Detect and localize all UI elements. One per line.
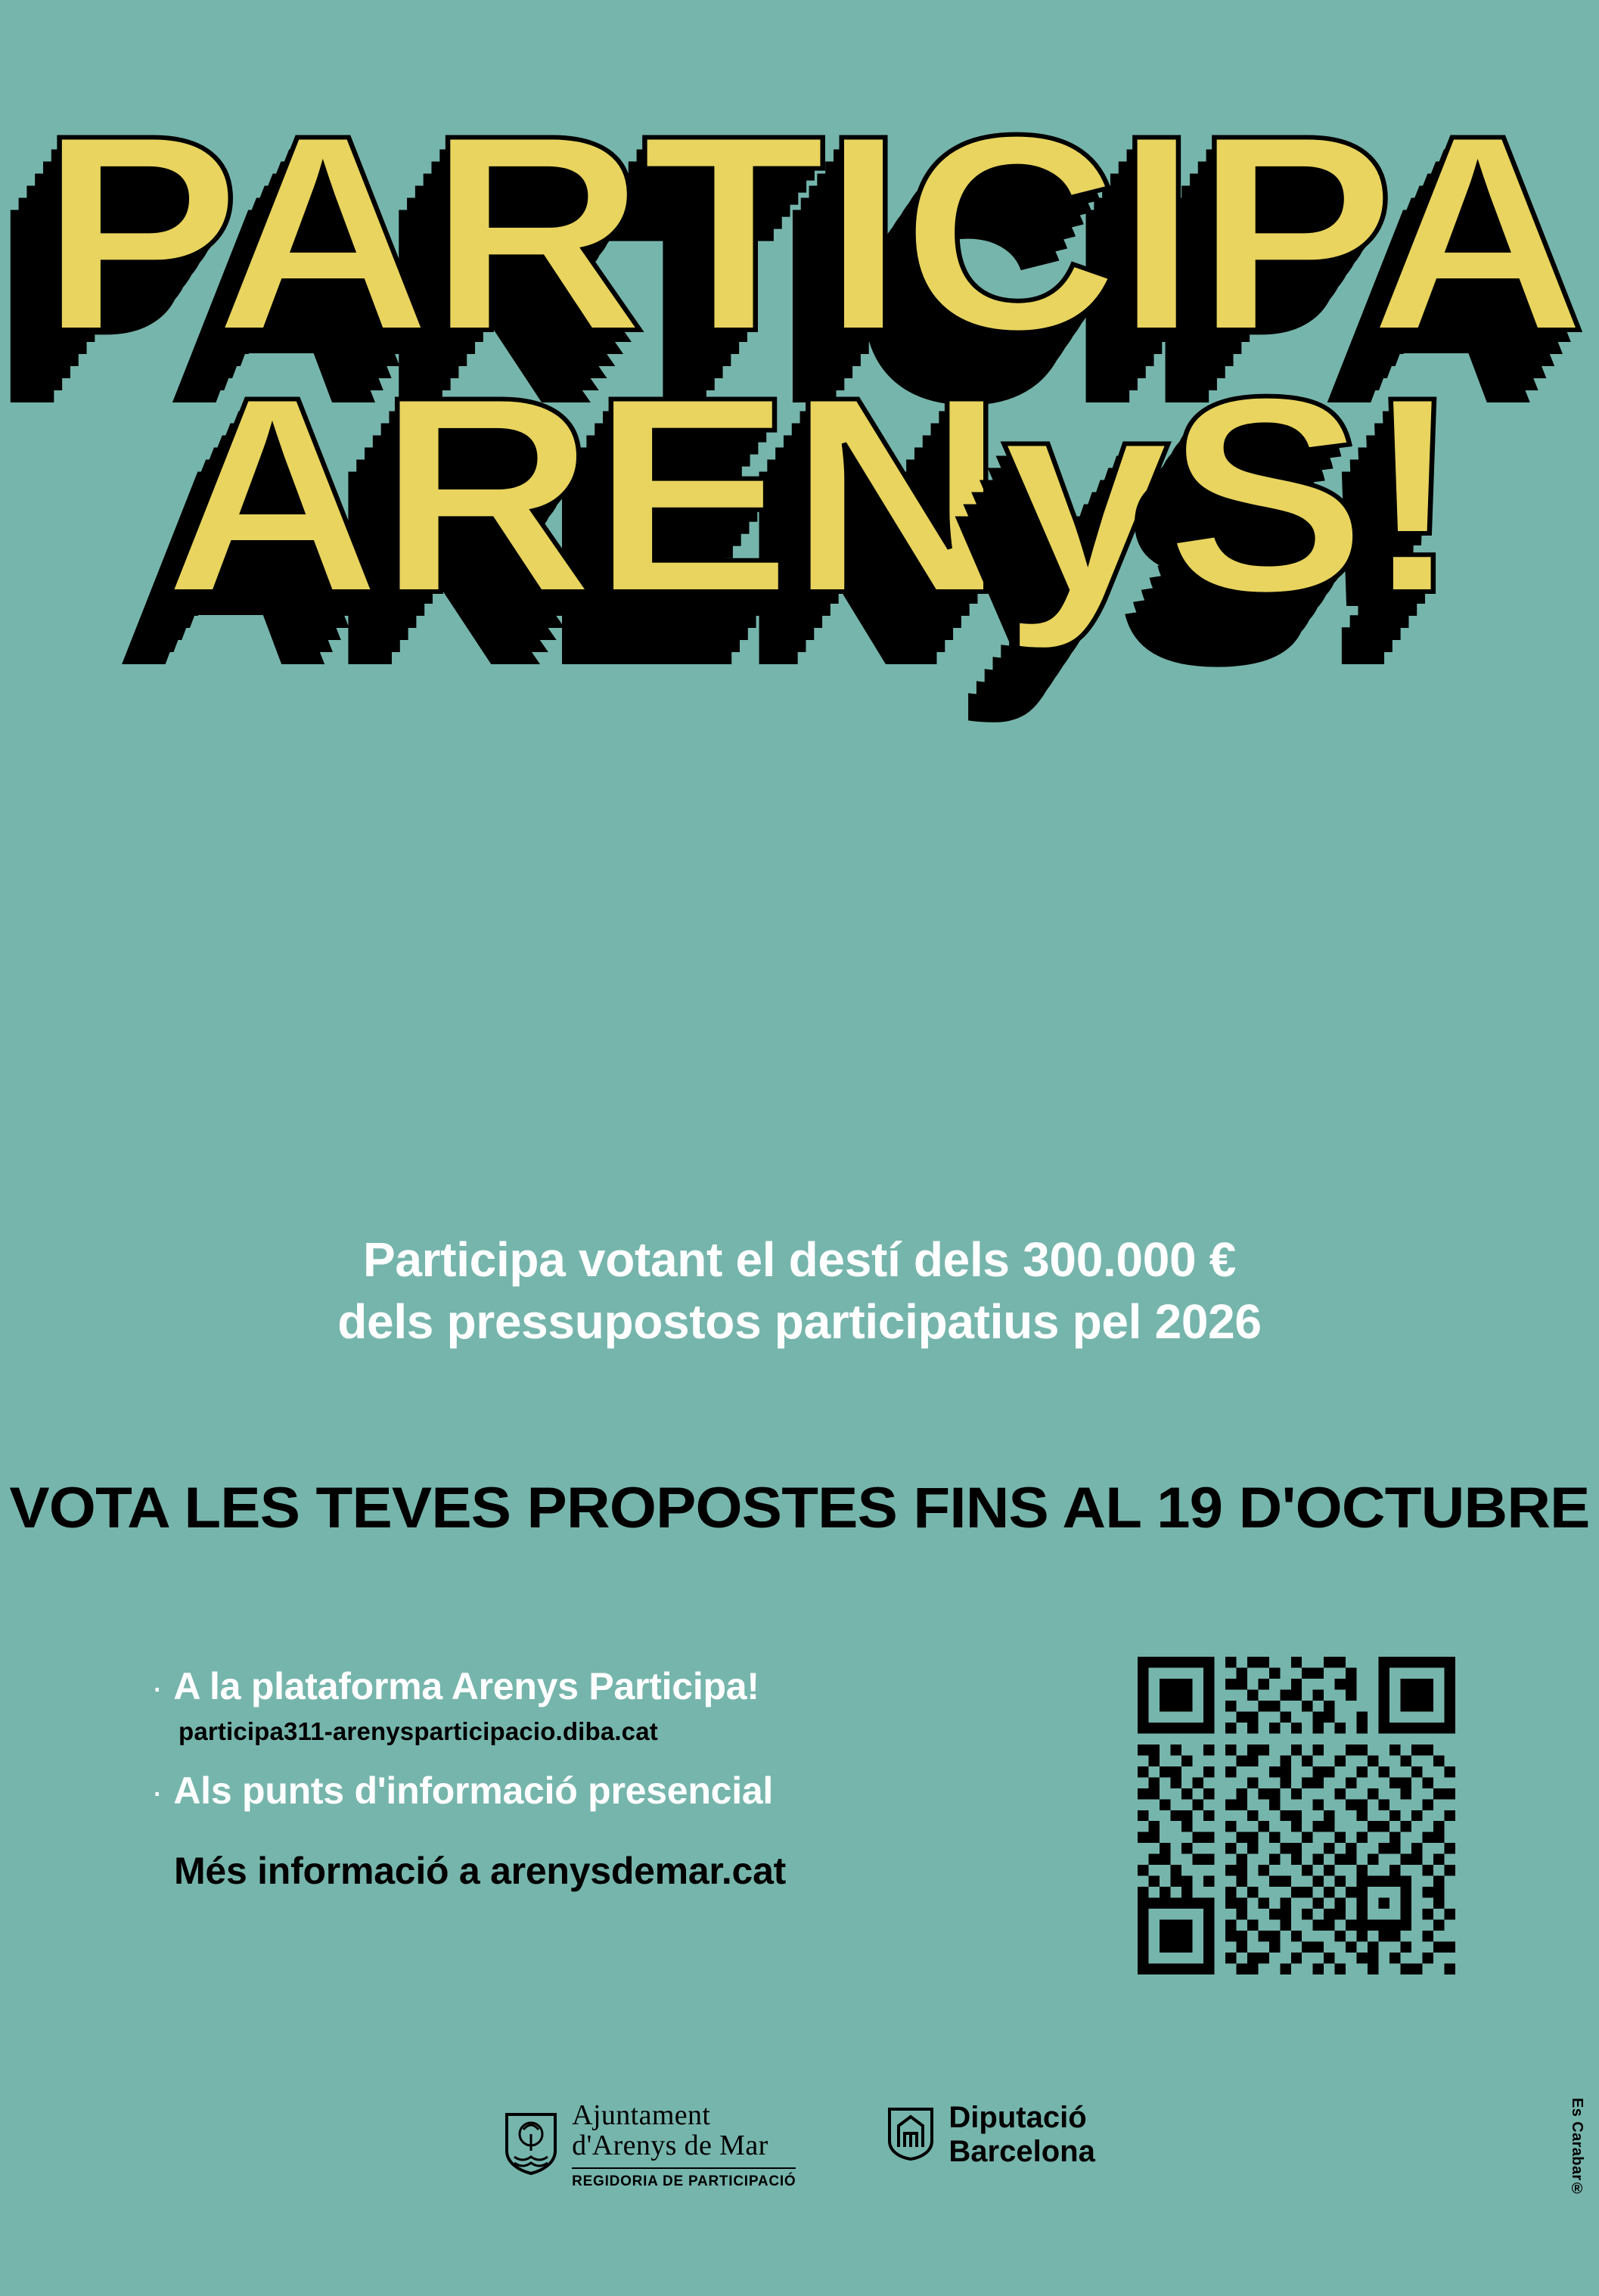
bullet-list: [151, 1657, 786, 1893]
bullet-dot-icon: ·: [151, 1772, 163, 1811]
headline-line-2-tail: S!: [1165, 339, 1459, 652]
designer-credit: Es Carabar®: [1569, 2097, 1585, 2198]
poster-call-to-action: VOTA LES TEVES PROPOSTES FINS AL 19 D'OCTUBRE: [9, 1476, 1590, 1540]
footer-logos: [0, 2101, 1599, 2190]
platform-url[interactable]: participa311-arenysparticipacio.diba.cat: [179, 1717, 658, 1745]
logo-line-2: d'Arenys de Mar: [572, 2130, 768, 2162]
headline-line-2-upper: AREN: [163, 339, 1002, 652]
logo-line-1: Diputació: [949, 2101, 1087, 2135]
diba-crest-icon: [886, 2106, 935, 2164]
logo-ajuntament-arenys-de-mar: [504, 2101, 796, 2190]
logo-line-2: Barcelona: [949, 2135, 1095, 2169]
headline-line-2-lower: y: [1001, 339, 1166, 652]
list-item: [151, 1769, 786, 1813]
bullet-dot-icon: ·: [151, 1667, 163, 1707]
logo-diputacio-barcelona: [886, 2101, 1094, 2169]
headline-line-1: PARTICIPA: [39, 77, 1583, 390]
subtitle-line-2: dels pressupostos participatius pel 2026: [337, 1294, 1262, 1349]
more-info-line[interactable]: Més informació a arenysdemar.cat: [174, 1850, 787, 1892]
poster-info-area: [151, 1657, 1486, 1974]
bullet-text-inperson: Als punts d'informació presencial: [173, 1769, 774, 1812]
headline-line-2: [0, 339, 1599, 652]
tree-shield-crest-icon: [504, 2111, 558, 2180]
logo-text-diputacio: [949, 2101, 1094, 2169]
logo-line-1: Ajuntament: [572, 2099, 711, 2132]
poster-subtitle: [0, 1229, 1599, 1353]
bullet-text-platform: A la plataforma Arenys Participa!: [173, 1665, 759, 1707]
poster-headline: [0, 77, 1599, 652]
logo-text-ajuntament: [572, 2101, 796, 2190]
list-item: [151, 1664, 786, 1708]
qr-code-icon[interactable]: [1138, 1657, 1455, 1974]
subtitle-line-1: Participa votant el destí dels 300.000 €: [363, 1232, 1236, 1287]
logo-line-3: REGIDORIA DE PARTICIPACIÓ: [572, 2167, 796, 2190]
